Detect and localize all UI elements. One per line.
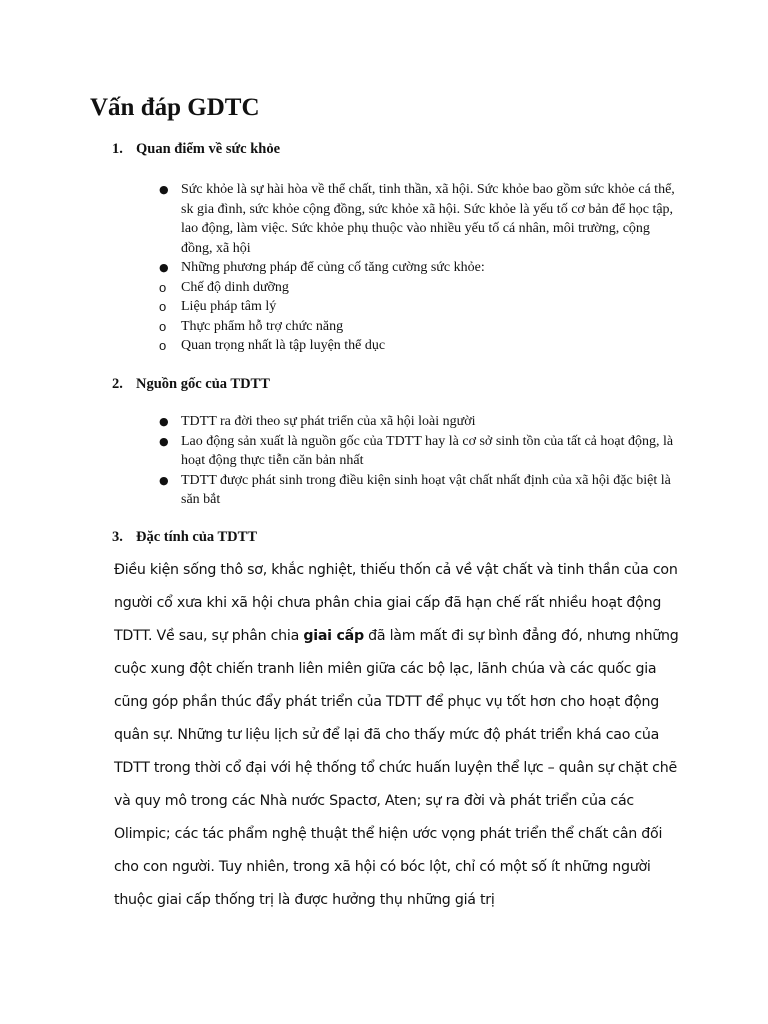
section-1-list — [0, 180, 678, 356]
list-item — [0, 432, 678, 471]
list-item-text: TDTT được phát sinh trong điều kiện sinh hoạt vật chất nhất định của xã hội đặc biệt là săn bắt — [181, 472, 671, 507]
section-title: Đặc tính của TDTT — [136, 529, 257, 545]
section-heading-2 — [112, 375, 270, 393]
list-item — [0, 471, 678, 510]
section-number: 2. — [112, 376, 123, 392]
bold-term: giai cấp — [303, 628, 364, 644]
list-item-text: TDTT ra đời theo sự phát triển của xã hội loài người — [181, 414, 476, 429]
list-item — [0, 180, 678, 258]
list-item-text: Chế độ dinh dưỡng — [181, 279, 289, 295]
body-paragraph — [114, 554, 682, 917]
list-item-text: Lao động sản xuất là nguồn gốc của TDTT hay là cơ sở sinh tồn của tất cả hoạt động, là hoạt động thực tiễn căn bản nhất — [181, 433, 674, 468]
circle-marker: o — [159, 338, 167, 353]
list-item — [0, 258, 678, 278]
paragraph-text-start: Điều kiện sống thô sơ, khắc nghiệt, thiếu thốn cả về vật chất và tinh thần của con người cổ xưa khi xã hội chưa phân chia giai cấp đã hạn chế rất nhiều hoạt động TDTT. Về sau, sự phân chia — [114, 562, 678, 644]
list-item — [0, 317, 678, 337]
list-item-text: Quan trọng nhất là tập luyện thể dục — [181, 338, 386, 353]
bullet-marker: ● — [159, 434, 169, 448]
section-heading-3 — [112, 528, 257, 546]
section-2-list — [0, 412, 678, 510]
bullet-marker: ● — [159, 415, 169, 428]
list-item — [0, 278, 678, 298]
list-item — [0, 336, 678, 356]
document-title: Vấn đáp GDTC — [90, 94, 260, 121]
bullet-marker: ● — [159, 261, 169, 274]
bullet-marker: ● — [159, 183, 169, 196]
list-item-text: Liệu pháp tâm lý — [181, 299, 277, 314]
section-title: Quan điểm về sức khỏe — [136, 141, 281, 157]
section-title: Nguồn gốc của TDTT — [136, 376, 270, 392]
list-item — [0, 412, 678, 432]
list-item-text: Thực phẩm hỗ trợ chức năng — [181, 318, 344, 334]
list-item — [0, 297, 678, 317]
section-number: 3. — [112, 529, 123, 545]
list-item-text: Những phương pháp để củng cố tăng cường sức khỏe: — [181, 260, 485, 275]
list-item-text: Sức khỏe là sự hài hòa về thể chất, tinh thần, xã hội. Sức khỏe bao gồm sức khỏe cá thể, sk gia đình, sức khỏe cộng đồng, sức khỏe xã hội. Sức khỏe là yếu tố cơ bản để học tập, lao động, làm việc. Sức khỏe phụ thuộc vào nhiều yếu tố cá nhân, môi trường, cộng đồng, xã hội — [181, 182, 675, 256]
circle-marker: o — [159, 279, 167, 295]
section-heading-1 — [112, 140, 280, 158]
section-number: 1. — [112, 141, 123, 157]
circle-marker: o — [159, 318, 167, 334]
paragraph-text-end: đã làm mất đi sự bình đẳng đó, nhưng những cuộc xung đột chiến tranh liên miên giữa các bộ lạc, lãnh chúa và các quốc gia cũng góp phần thúc đẩy phát triển của TDTT để phục vụ tốt hơn cho hoạt động quân sự. Những tư liệu lịch sử để lại đã cho thấy mức độ phát triển khá cao của TDTT trong thời cổ đại với hệ thống tổ chức huấn luyện thể lực – quân sự chặt chẽ và quy mô trong các Nhà nước Spactơ, Aten; sự ra đời và phát triển của các Olimpic; các tác phẩm nghệ thuật thể hiện ước vọng phát triển thể chất cân đối cho con người. Tuy nhiên, trong xã hội có bóc lột, chỉ có một số ít những người thuộc giai cấp thống trị là được hưởng thụ những giá trị — [114, 628, 679, 908]
circle-marker: o — [159, 299, 167, 314]
bullet-marker: ● — [159, 473, 169, 487]
